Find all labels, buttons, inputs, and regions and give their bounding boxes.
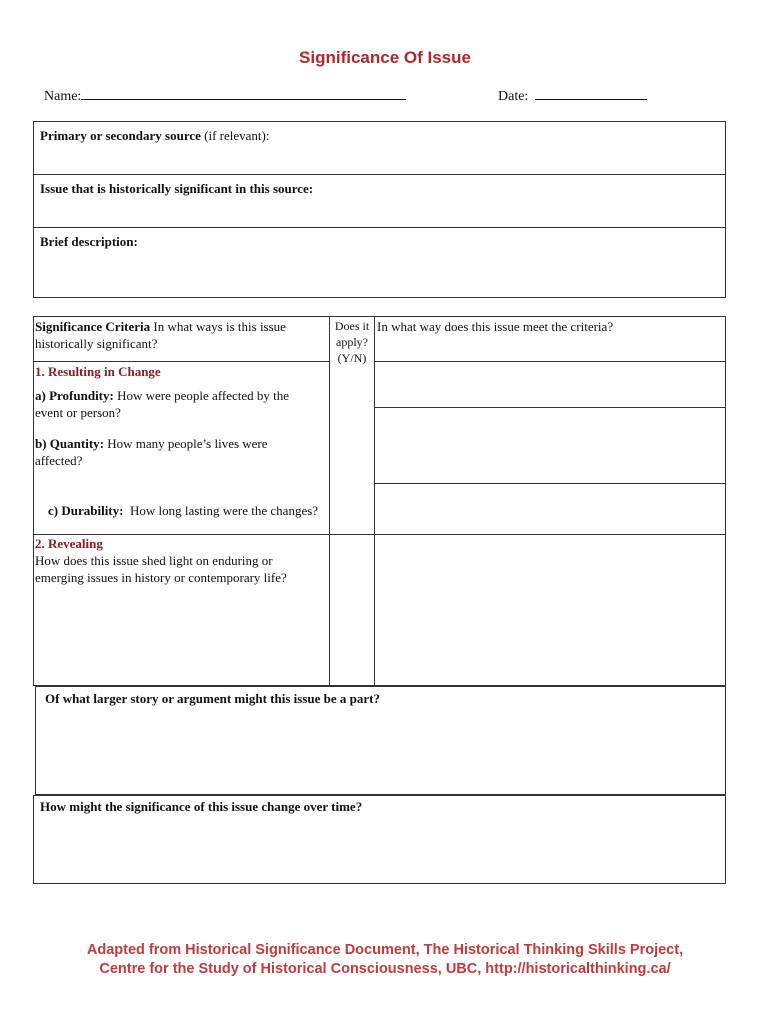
criterion-1-title: 1. Resulting in Change (35, 364, 161, 379)
issue-label: Issue that is historically significant in this source: (40, 181, 314, 196)
criteria-header-bold: Significance Criteria (35, 319, 151, 334)
criterion-1a (35, 387, 320, 421)
name-field[interactable] (44, 87, 406, 105)
change-over-time-field[interactable] (33, 795, 726, 884)
larger-story-label: Of what larger story or argument might this issue be a part? (45, 691, 380, 706)
primary-source-label: Primary or secondary source (40, 128, 201, 143)
criteria-table (33, 316, 726, 686)
criterion-1b-text: How many people’s lives were affected? (35, 436, 268, 468)
way-header: In what way does this issue meet the criteria? (377, 319, 614, 334)
answer-cell-1[interactable] (375, 362, 725, 534)
larger-story-field[interactable] (35, 686, 726, 795)
issue-field[interactable] (34, 175, 725, 228)
criterion-1c (35, 485, 329, 536)
name-line[interactable] (81, 87, 406, 100)
change-over-time-label: How might the significance of this issue change over time? (40, 799, 363, 814)
primary-source-field[interactable] (34, 122, 725, 175)
answer-cell-2[interactable] (375, 535, 725, 685)
apply-header: Does it apply? (Y/N) (334, 319, 370, 365)
date-label: Date: (498, 89, 529, 104)
criterion-1b (35, 435, 300, 469)
criterion-2-title: 2. Revealing (35, 536, 103, 551)
source-box (33, 121, 726, 298)
apply-cell-1[interactable] (330, 362, 374, 534)
criterion-1b-bold: b) Quantity: (35, 436, 104, 451)
footer-line-2: Centre for the Study of Historical Consciousness, UBC, http://historicalthinking.ca/ (99, 961, 671, 977)
page-title: Significance Of Issue (299, 48, 471, 67)
footer-credit (0, 941, 770, 979)
criterion-1a-text: How were people affected by the event or person? (35, 388, 290, 420)
row-divider (34, 361, 329, 362)
name-label: Name: (44, 89, 82, 104)
criterion-1c-text: How long lasting were the changes? (123, 503, 319, 518)
criterion-1a-bold: a) Profundity: (35, 388, 114, 403)
apply-cell-2[interactable] (330, 535, 374, 685)
brief-description-field[interactable] (34, 228, 725, 297)
footer-line-1: Adapted from Historical Significance Document, The Historical Thinking Skills Project, (86, 942, 684, 958)
criteria-header (35, 318, 320, 352)
date-field[interactable] (498, 87, 647, 105)
date-line[interactable] (535, 87, 647, 100)
criterion-1c-bold: c) Durability: (48, 503, 124, 518)
criteria-header-text: In what ways is this issue historically significant? (35, 319, 286, 351)
brief-description-label: Brief description: (40, 234, 138, 249)
criterion-2-text: How does this issue shed light on enduring or emerging issues in history or contemporary life? (35, 553, 287, 585)
primary-source-suffix: (if relevant): (200, 128, 270, 143)
